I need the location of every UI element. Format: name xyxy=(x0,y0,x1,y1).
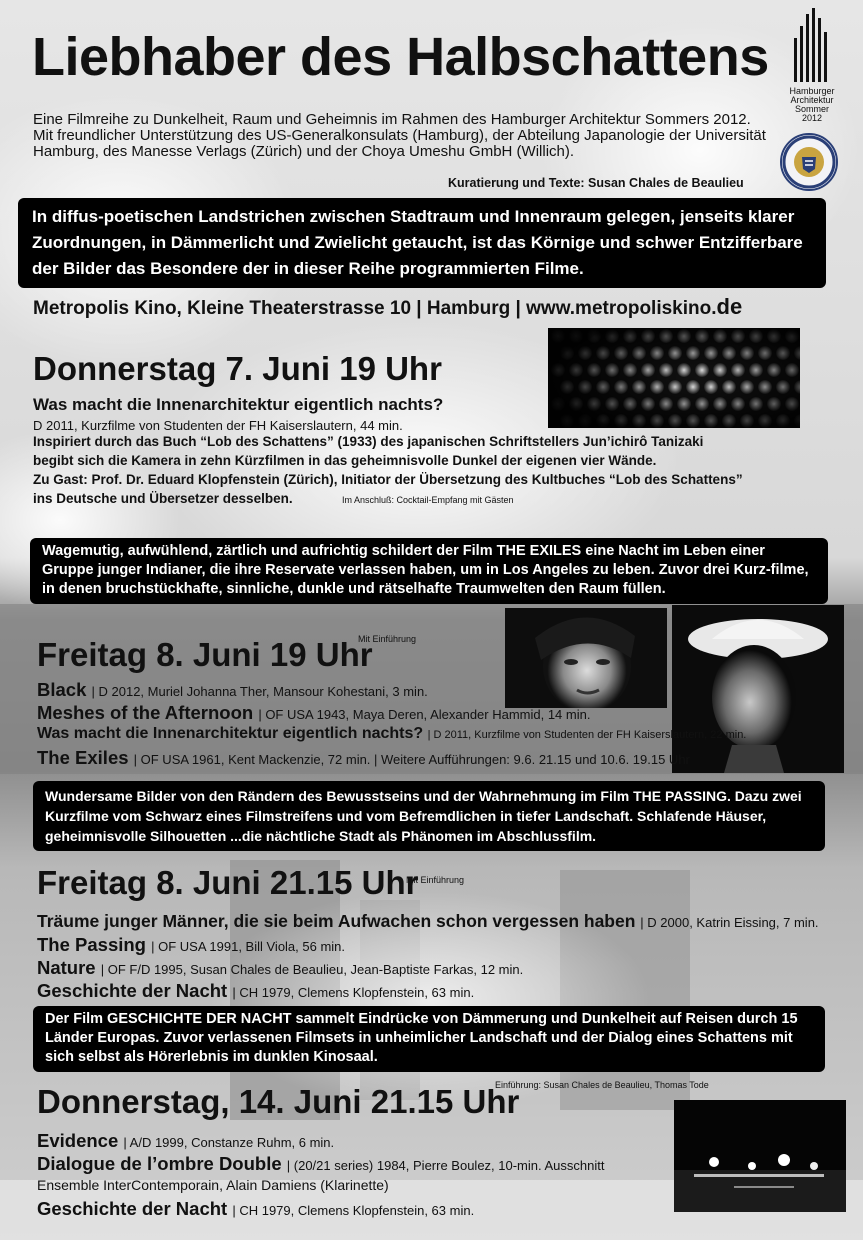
film-title: Meshes of the Afternoon xyxy=(37,702,254,723)
film-title: Was macht die Innenarchitektur eigentlich nachts? xyxy=(37,725,424,742)
film-info: | D 2011, Kurzfilme von Studenten der FH Kaiserslautern, 22 min. xyxy=(427,729,747,741)
film-info: | CH 1979, Clemens Klopfenstein, 63 min. xyxy=(232,1203,475,1218)
logo-line-1: Hamburger xyxy=(789,86,835,96)
film-title: Evidence xyxy=(37,1130,119,1151)
film-still-dots xyxy=(548,328,800,428)
logo-line-2: Architektur Sommer xyxy=(790,95,834,114)
film-title: Geschichte der Nacht xyxy=(37,980,228,1001)
film-title: Dialogue de l’ombre Double xyxy=(37,1153,282,1174)
film-info: | OF USA 1943, Maya Deren, Alexander Hammid, 14 min. xyxy=(258,707,591,722)
page-title: Liebhaber des Halbschattens xyxy=(32,27,769,87)
event-2-note: Mit Einführung xyxy=(358,634,417,644)
event-2-heading: Freitag 8. Juni 19 Uhr xyxy=(37,636,373,673)
event-1-desc-3: Zu Gast: Prof. Dr. Eduard Klopfenstein (Zürich), Initiator der Übersetzung des Kultbuches “Lob des Schattens” xyxy=(33,472,743,487)
film-still-woman xyxy=(505,608,667,708)
event-3-film-1 xyxy=(37,911,819,932)
film-info: | (20/21 series) 1984, Pierre Boulez, 10-min. Ausschnitt xyxy=(286,1158,605,1173)
event-2-description-box: Wagemutig, aufwühlend, zärtlich und aufrichtig schildert der Film THE EXILES eine Nacht im Leben einer Gruppe junger Indianer, die ihre Reservate verlassen haben, um in Los Angeles zu leben. Zuvor drei Kurz-filme, in denen bruchstückhafte, sinnliche, dunkle und rätselhafte Traumwelten den Raum füllen. xyxy=(30,538,828,604)
event-4-film-3 xyxy=(37,1198,474,1220)
film-title: Black xyxy=(37,679,87,700)
event-1-desc-2: begibt sich die Kamera in zehn Kürzfilmen in das geheimnisvolle Dunkel der eigenen vier Wände. xyxy=(33,453,657,468)
event-3-description-box: Wundersame Bilder von den Rändern des Bewusstseins und der Wahrnehmung im Film THE PASSING. Dazu zwei Kurzfilme vom Schwarz eines Filmstreifens und vom Befremdlichen in tiefer Landschaft. Schlafende Häuser, geheimnisvolle Silhouetten ...die nächtliche Stadt als Phänomen im Abschlussfilm. xyxy=(33,781,825,851)
event-3-note: Mit Einführung xyxy=(406,875,465,885)
film-info: | A/D 1999, Constanze Ruhm, 6 min. xyxy=(123,1135,335,1150)
film-info: | OF USA 1961, Kent Mackenzie, 72 min. | Weitere Aufführungen: 9.6. 21.15 und 10.6. 19.15 Uhr xyxy=(133,752,690,767)
event-1-heading: Donnerstag 7. Juni 19 Uhr xyxy=(33,350,442,387)
event-1-meta: D 2011, Kurzfilme von Studenten der FH Kaiserslautern, 44 min. xyxy=(33,418,403,433)
event-2-film-2 xyxy=(37,702,590,724)
film-title: The Exiles xyxy=(37,747,129,768)
intro-statement-box: In diffus-poetischen Landstrichen zwischen Stadtraum und Innenraum gelegen, jenseits klarer Zuordnungen, in Dämmerlicht und Zwielicht getaucht, ist das Körnige und schwer Entzifferbare der Bilder das Besondere der in dieser Reihe programmierten Filme. xyxy=(18,198,826,288)
event-4-film-2 xyxy=(37,1153,604,1175)
film-info: | CH 1979, Clemens Klopfenstein, 63 min. xyxy=(232,985,475,1000)
event-1-subtitle: Was macht die Innenarchitektur eigentlich nachts? xyxy=(33,395,444,414)
film-still-man-hat xyxy=(672,605,844,773)
curation-credit: Kuratierung und Texte: Susan Chales de Beaulieu xyxy=(448,176,744,190)
event-4-heading: Donnerstag, 14. Juni 21.15 Uhr xyxy=(37,1083,520,1120)
event-3-heading: Freitag 8. Juni 21.15 Uhr xyxy=(37,864,419,901)
film-title: Geschichte der Nacht xyxy=(37,1198,228,1219)
event-3-film-2 xyxy=(37,934,345,956)
film-info: | D 2012, Muriel Johanna Ther, Mansour Kohestani, 3 min. xyxy=(91,684,428,699)
event-2-film-3 xyxy=(37,725,746,743)
intro-text: Eine Filmreihe zu Dunkelheit, Raum und Geheimnis im Rahmen des Hamburger Architektur Sommers 2012. Mit freundlicher Unterstützung des US-Generalkonsulats (Hamburg), der Abteilung Japanologie der Universität Hamburg, des Manesse Verlags (Zürich) und der Choya Umeshu GmbH (Willich). xyxy=(33,111,766,160)
event-4-note: Einführung: Susan Chales de Beaulieu, Thomas Tode xyxy=(495,1080,709,1090)
film-still-night-street xyxy=(674,1100,846,1212)
event-1-desc-4: ins Deutsche und Übersetzer desselben. xyxy=(33,491,293,506)
event-1-desc-1: Inspiriert durch das Buch “Lob des Schattens” (1933) des japanischen Schriftstellers Jun’ichirô Tanizaki xyxy=(33,434,704,449)
event-1-after-note: Im Anschluß: Cocktail-Empfang mit Gästen xyxy=(342,495,514,505)
architektur-sommer-logo xyxy=(778,8,846,123)
event-4-description-box: Der Film GESCHICHTE DER NACHT sammelt Eindrücke von Dämmerung und Dunkelheit auf Reisen durch 15 Länder Europas. Zuvor verlassenen Filmsets in unheimlicher Landschaft und der Dialog eines Schattens mit sich selbst als Hörerlebnis im dunklen Kinosaal. xyxy=(33,1006,825,1072)
skyline-logo-icon xyxy=(792,8,832,82)
film-title: The Passing xyxy=(37,934,146,955)
event-2-film-1 xyxy=(37,679,428,701)
event-4-film-1 xyxy=(37,1130,334,1152)
logo-line-3: 2012 xyxy=(801,113,823,123)
event-3-film-4 xyxy=(37,980,474,1002)
film-info: | D 2000, Katrin Eissing, 7 min. xyxy=(640,915,819,930)
venue-line xyxy=(33,294,742,320)
venue-tld: de xyxy=(716,294,743,319)
venue-text: Metropolis Kino, Kleine Theaterstrasse 10 | Hamburg | www.metropoliskino. xyxy=(33,298,717,319)
event-4-film-2-credits: Ensemble InterContemporain, Alain Damiens (Klarinette) xyxy=(37,1177,389,1193)
us-consulate-seal-icon xyxy=(780,133,838,191)
event-2-film-4 xyxy=(37,747,690,769)
event-3-film-3 xyxy=(37,957,523,979)
film-title: Nature xyxy=(37,957,96,978)
film-info: | OF F/D 1995, Susan Chales de Beaulieu, Jean-Baptiste Farkas, 12 min. xyxy=(100,962,524,977)
film-title: Träume junger Männer, die sie beim Aufwachen schon vergessen haben xyxy=(37,911,636,931)
film-info: | OF USA 1991, Bill Viola, 56 min. xyxy=(151,939,346,954)
